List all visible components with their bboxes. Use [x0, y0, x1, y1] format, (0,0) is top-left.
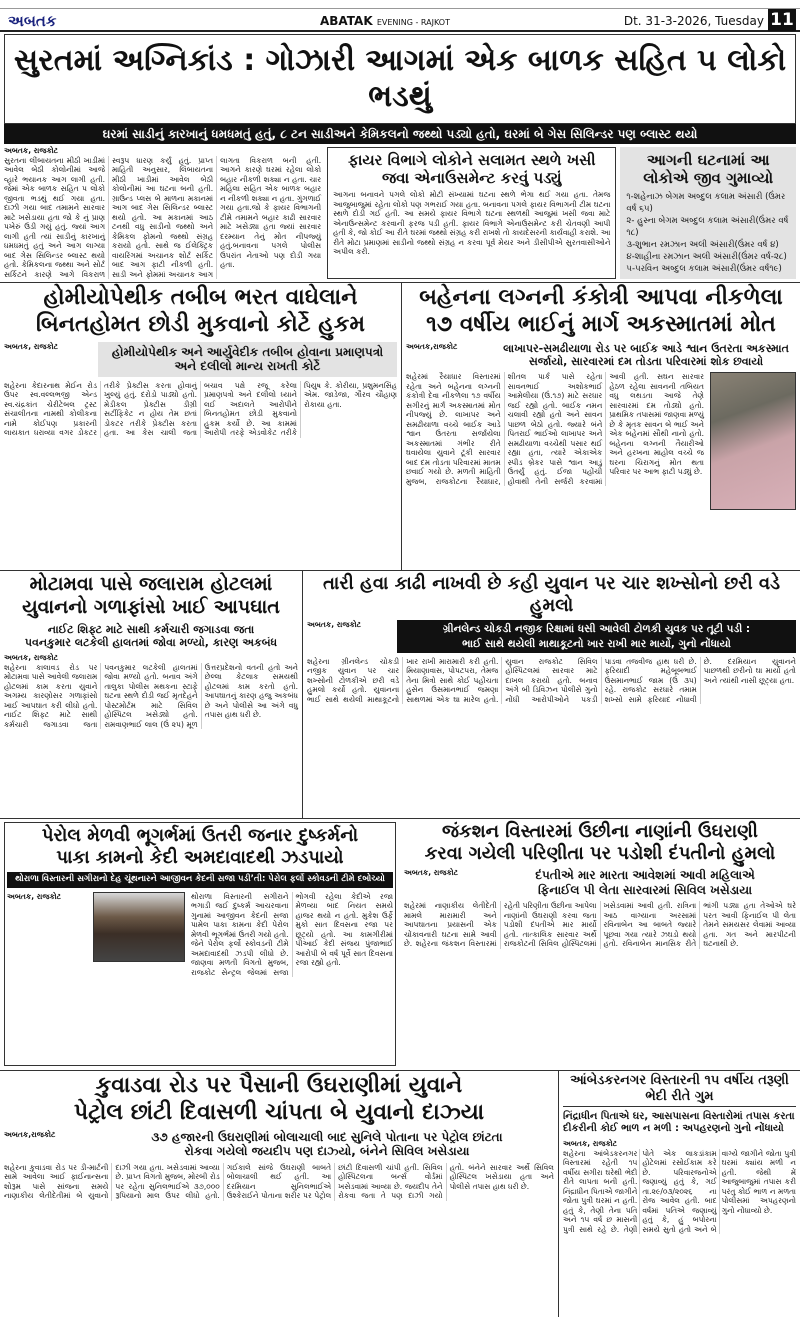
victim-item: ૧-શહેનાઝ બેગમ અબ્દુલ કલામ અંસારી (ઉંમર વર્ષ ૬૫)	[626, 192, 786, 215]
parole-body: થોરાળા વિસ્તારની સગીરાને ભગાડી જઈ દુષ્કર્મ આચરવાના ગુનામાં આજીવન કેદની સજા પામેલ પાકા કામના કેદી પેરોલ મેળવી ભૂગર્ભમાં ઉતરી ગયો હતો. જેને પેરોલ ફર્લો સ્કોવડની ટીમે અમદાવાદથી ઝડપી લીધો છે. જાણવા મળતી વિગતો મુજબ, રાજકોટ સેન્ટ્રલ જેલમાં સજા ભોગવી રહેલા કેદીએ રજા મેળવ્યા બાદ નિયત સમયે હાજર થયો ન હતો. મુકેશ ઉર્ફે મુકો સાત દિવસના રજા પર છૂટ્યો હતો. આ કામગીરીમાં પીઆઈ કેદી સંજય પુંજાભાઈ આરોપી બે વર્ષ પૂર્વે સાત દિવસના રજા રહ્યો હતો.	[191, 891, 393, 977]
subhead-line: દીકરીની કોઈ ભાળ ન મળી : અપહરણનો ગુનો નોંધાયો	[563, 1123, 784, 1135]
subhead-line: રોકવા ગયેલો જયદીપ પણ દાઝ્યો, બંનેને સિવિલ ખસેડાયા	[184, 1144, 470, 1159]
dateline: અબતક,રાજકોટ	[4, 1129, 56, 1139]
petrol-story	[0, 1071, 559, 1317]
accident-intro	[406, 342, 796, 368]
victim-item: ૨- હુસ્ના બેગમ અબ્દુલ કલામ અંસારી(ઉંમર વર્ષ ૧૮)	[626, 216, 789, 239]
junction-subhead	[494, 868, 796, 897]
newspaper-logo: અબતક	[8, 12, 57, 30]
dateline: અબતક, રાજકોટ	[563, 1139, 618, 1149]
accident-content	[406, 372, 796, 510]
headline-line: મોટામવા પાસે જલારામ હોટલમાં	[29, 573, 273, 596]
parole-content	[7, 892, 393, 978]
missing-girl-headline: આંબેડકરનગર વિસ્તારની ૧૫ વર્ષીય તરૂણી ભેદી રીતે ગુમ	[563, 1073, 796, 1107]
dateline: અબતક,રાજકોટ	[406, 341, 458, 351]
headline-line: કુવાડવા રોડ પર પૈસાની ઉઘરાણીમાં યુવાને	[95, 1073, 463, 1099]
accident-body: શહેરમાં રૈયાધાર વિસ્તારમાં રહેતા અને બહેનના લગ્નની કંકોત્રી દેવા નીકળેલા ૧૭ વર્ષીય સગીરનું માર્ગ અકસ્માતમાં મોત નીપજ્યું છે. લાખાપર અને સમઢીયાળા વચ્ચે બાઈક આડે શ્વાન ઉતરતા સર્જાયેલા અકસ્માતમાં ગંભીર રીતે ઘવાયેલા યુવાને ટૂંકી સારવાર બાદ દમ તોડતા પરિવારમાં માતમ છવાઈ ગયો છે. મળતી માહિતી મુજબ, રાજકોટના રૈયાધાર, શીતલ પાર્ક પાસે રહેતા સાવનભાઈ અશોકભાઈ આમેલીયા (ઉં.૧૭) માટે સરધાર જઈ રહ્યો હતો. બાઈક નમન ચલાવી રહ્યો હતો અને સાવન પાછળ બેઠો હતો. જ્યારે બંને પિતરાઈ ભાઈઓ લાખાપર અને સમઢીયાળા વચ્ચેથી પસાર થઈ રહ્યા હતા, ત્યારે એકાએક સ્પીડ બ્રેકર પાસે શ્વાન આડું ઉતર્યું હતું. ઈજા પહોંચી હોવાથી તેની સર્જરી કરવામાં આવી હતી. સઘન સારવાર હેઠળ રહેલા સાવનની તબિયત વધુ લથડતા આજે તેણે સારવારમાં દમ તોડ્યો હતો. પ્રાથમિક તપાસમાં જાણવા મળ્યું છે કે મૃતક સાવન બે ભાઈ અને એક બહેનમાં સૌથી નાનો હતો. બહેનના લગ્નની તૈયારીઓ અને હરખના માહોલ વચ્ચે જ ઘરના ચિરાગનું મોત થતા પરિવાર પર આભ ફાટી પડ્યું છે.	[406, 372, 704, 486]
row-5	[0, 1071, 800, 1317]
petrol-intro	[4, 1130, 554, 1159]
article-text: સુરતના લીંબાયતના મીઠી ખાડીમાં આવેલ બેઠી કોલોનીમાં આજે વ્હારે ભયાનક આગ લાગી હતી. જેમાં એક બાળક સહિત ૫ લોકો જીવતા ભડથું થઈ ગયા હતા. દાઝી ગયા બાદ તમામને સારવાર માટે ખસેડાયા હતા જો કે નું પ્રાણ પખેરું ઉડી ગયું હતું. જ્યાં આગ લાગી હતી ત્યાં સાડીનું કારખાનું ધમધમતું હતું અને આગ લાગ્યા બાદ ગેસ સિલિન્ડર બ્લાસ્ટ થયો હતો. કેમિકલના જથ્થા અને સોર્ટ સર્કિટને કારણે આગે વિકરાળ સ્વરૂપ ધારણ કર્યું હતું. પ્રાપ્ત માહિતી અનુસાર, લિંબાયતના મીઠી ખાડીમાં આવેલ બેઠી કોલોનીમાં આ ઘટના બની હતી. ગ્રાઉન્ડ પ્લસ બે માળના મકાનમાં આગ બાદ ગેસ સિલિન્ડર બ્લાસ્ટ થયો હતો. આ મકાનમાં આઠ ટનથી વધુ સાડીનો જથ્થો અને કેમિકલ ફોમનો જથ્થો સંગ્રહ કરાયો હતો. સાથે જ ઈલેક્ટ્રિક વાયરિંગમાં અચાનક શોર્ટ સર્કિટ બાદ આગ ફાટી નીકળી હતી. સાડી અને ફોમમાં અચાનક આગ લાગતા વિકરાળ બની હતી. આગને કારણે ઘરમાં રહેલા લોકો બહાર નીકળી શક્યા ન હતા. ચાર મહિલા સહિત એક બાળક બહાર ન નીકળી શક્યા ન હતા. ગુંગળાઈ ગયા હતા.જો કે ફાયર વિભાગની ટીમે તમામને બહાર કાઢી સારવાર માટે ખસેડ્યા હતા જ્યાં સારવાર દરમ્યાન તેનું મોત નીપજ્યું હતું.બનાવના પગલે પોલીસ ઉપરાંત નેતાઓ પણ દોડી ગયા હતા.	[4, 155, 322, 279]
subhead-line: નિંદ્રાધીન પિતાએ ઘર, આસપાસના વિસ્તારોમાં તપાસ કરતા	[563, 1111, 795, 1123]
hotel-suicide-body	[4, 653, 298, 729]
victim-item: ૪-શાહીના રમઝાન અલી અંસારી(ઉંમર વર્ષ-૨૮)	[626, 252, 787, 263]
hotel-suicide-headline	[4, 573, 298, 619]
headline-line: હોમીયોપેથીક તબીબ ભરત વાઘેલાને	[43, 285, 358, 311]
fire-sidebar-headline: ફાયર વિભાગે લોકોને સલામત સ્થળે ખસી જવા એનાઉસમેન્ટ કરવું પડ્યું	[347, 151, 596, 188]
knife-attack-headline: તારી હવા કાઢી નાખવી છે કહી યુવાન પર ચાર શખ્સોનો છરી વડે હુમલો	[322, 573, 781, 616]
article-text: શહેરના આંબેડકરનગર વિસ્તારમાં રહેતી ૧૫ વર્ષીય સગીરા ઘરેથી ભેદી રીતે લાપતા બની હતી. નિંદ્રાધીન પિતાએ જાગીને જોતા પુત્રી ઘરમાં ન હતી. હતું કે, તેણી તેના પતિ અને ૧૫ વર્ષ છ માસની પુત્રી સાથે રહે છે. તેણી પોતે એક લાકડાંકામ હોટેલમાં રસોઈકામ કરે છે. પરિવારજનોએ જણાવ્યું હતું કે, ગઈ તા.૨૯/૦૩/૨૦૨૬ ના રોજ આવેલ હતી. બાદ વર્ષમાં પતિએ જણાવ્યું હતું કે, હું બપોરના સમયે સુતો હતો અને બે વાગ્યે જાગીને જોતા પુત્રી ઘરમાં ક્યાંય મળી ન હતી. જેથી મેં આજુબાજુમાં તપાસ કરી પરંતુ કોઈ ભાળ ન મળતા પોલીસમાં અપહરણનો ગુનો નોંધાવ્યો છે.	[563, 1148, 796, 1234]
subhead-line: ફિનાઈલ પી લેતા સારવારમાં સિવિલ ખસેડાયા	[537, 882, 753, 897]
knife-attack-story	[303, 571, 800, 818]
dateline: અબતક, રાજકોટ	[404, 868, 459, 878]
headline-line: બિનતહોમત છોડી મુકવાનો કોર્ટે હુકમ	[36, 311, 365, 337]
accused-photo	[93, 892, 185, 962]
paper-title: ABATAK	[320, 14, 373, 28]
victim-item: ૩-શુભાન રમઝાન અલી અંસારી(ઉંમર વર્ષ ૪)	[626, 240, 779, 251]
lead-story-row	[0, 144, 800, 283]
strap-line: ગ્રીનલેન્ડ ચોકડી નજીક રિક્ષામાં ધસી આવેલી ટોળકી યુવક પર તૂટી પડી :	[442, 623, 751, 636]
article-text: શહેરના કાલાવડ રોડ પર મોટામવા પાસે આવેલી જલારામ હોટલમાં કામ કરતા યુવાને અગમ્ય કારણોસર ગળાફાંસો ખાઈ આપઘાત કરી લીધો હતો. નાઈટ શિફ્ટ માટે સાથી કર્મચારી જગાડવા જતા પવનકુમાર લટકેલી હાલતમાં જોવા મળ્યો હતો. બનાવ અંગે તાલુકા પોલીસ મથકના સ્ટાફે ઘટના સ્થળે દોડી જઈ મૃતદેહને પોસ્ટમોર્ટમ માટે સિવિલ હોસ્પિટલ ખસેડ્યો હતો. રામવાણભાઈ લાલ (ઉં ૨૫) મૂળ ઉત્તરપ્રદેશનો વતની હતો અને છેલ્લા કેટલાક સમયથી હોટલમાં કામ કરતો હતો. આપઘાતનું કારણ હજુ અકબંધ છે અને પોલીસે આ અંગે વધુ તપાસ હાથ ધરી છે.	[4, 662, 298, 729]
homeopathy-intro	[4, 342, 397, 377]
headline-line: બહેનના લગ્નની કંકોત્રી આપવા નીકળેલા	[419, 285, 783, 311]
accident-story	[402, 283, 800, 570]
fire-sidebar	[327, 147, 616, 279]
headline-line: પેટ્રોલ છાંટી દિવાસળી ચાંપતા બે યુવાનો દાઝ્યા	[73, 1099, 485, 1125]
lead-body	[0, 144, 325, 282]
subhead-line: દંપતીએ માર મારતા આવેશમાં આવી મહિલાએ	[535, 868, 755, 883]
page-number: 11	[768, 9, 796, 31]
junction-headline	[404, 821, 796, 864]
dateline: અબતક, રાજકોટ	[7, 891, 62, 901]
dateline: અબતક, રાજકોટ	[4, 146, 59, 156]
junction-story	[400, 819, 800, 1070]
headline-line: કરવા ગયેલી પરિણીતા પર પડોશી દંપતીનો હુમલો	[424, 842, 776, 864]
victim-photo	[710, 372, 796, 510]
knife-attack-body: શહેરના ગ્રીનલેન્ડ ચોકડી નજીક યુવાન પર ચાર શખ્સોની ટોળકીએ છરી વડે હુમલો કર્યો હતો. યુવાનના ભાઈ સાથે થયેલી માથાકૂટનો ખાર રાખી મારામારી કરી હતી. મિયાણાવાસ, પોપટપરા, તેમજ તેના મિત્રો સાથે કોઈ પહોંચતા હુસેન ઉસમાનભાઈ જમણા સાથળમાં એક ઘા મારેલ હતો. યુવાન રાજકોટ સિવિલ હોસ્પિટલમાં સારવાર માટે દાખલ કરાયો હતો. બનાવ અંગે બી ડિવિઝન પોલીસે ગુનો નોંધી આરોપીઓને પકડી પાડવા તજવીજ હાથ ધરી છે. ફરિયાદી મહેબૂબભાઈ ઉસમાનભાઈ જામ (ઉં ૩૫) રહે. રાજકોટ સરધારે તમામ શખ્સો સામે ફરિયાદ નોંધાવી છે. દરમિયાન યુવાનને પાછળથી છરીનો ઘા માર્યો હતો અને ત્યાંથી નાસી છૂટ્યા હતા.	[307, 656, 796, 704]
headline-line: પાકા કામનો કેદી અમદાવાદથી ઝડપાયો	[56, 846, 344, 868]
fire-sidebar-body: આગના બનાવને પગલે લોકો મોટી સંખ્યામાં ઘટના સ્થળે ભેગા થઈ ગયા હતા. તેમજ આજુબાજુમાં રહેતા લોકો પણ ગભરાઈ ગયા હતા. બનાવના પગલે ફાયર વિભાગની ટીમ ઘટના સ્થળે દોડી ગઈ હતી. આ સમયે ફાયર વિભાગે ઘટના સ્થળથી આજુમાં ખસી જવા માટે એનાઉન્સમેન્ટ કરવાની ફરજ પડી હતી. ફાયર વિભાગે એનાઉસમેન્ટ કરી ચેતવણી આપી હતી કે, જો કોઈ આ રીતે ઘરમાં જથ્થો સંગ્રહ કરી રાખશે તો કાયદેસરની કાર્યવાહી કરાશે. આ રીતે મોટા પ્રમાણમાં સાડીનો જથ્થો સંગ્રહ ન કરવા પૂર્વ મેયર અને ડીસીપીએ સુરતવાસીઓને અપીલ કરી.	[333, 190, 611, 257]
parole-strap: થોરાળા વિસ્તારની સગીરાનો દેહ ચૂંથનારને આજીવન કેદની સજા પડી’તી: પેરોલ ફર્લો સ્કોવડની ટીમે દબોચ્યો	[7, 872, 393, 887]
headline-line: યુવાનનો ગળાફાંસો ખાઈ આપઘાત	[22, 595, 280, 618]
victims-list	[626, 191, 790, 275]
petrol-headline	[4, 1073, 554, 1126]
dateline: અબતક, રાજકોટ	[4, 653, 59, 663]
parole-story	[4, 822, 396, 1066]
missing-girl-subhead	[563, 1111, 796, 1135]
masthead	[0, 8, 800, 32]
row-4	[0, 819, 800, 1071]
homeopathy-headline	[4, 285, 397, 338]
hotel-suicide-subhead-2: પવનકુમાર લટકેલી હાલતમાં જોવા મળ્યો, કારણ અકબંધ	[24, 635, 278, 649]
headline-line: ૧૭ વર્ષીય ભાઈનું માર્ગ અકસ્માતમાં મોત	[426, 311, 776, 337]
petrol-subhead	[100, 1130, 554, 1159]
knife-attack-strap	[397, 620, 796, 652]
accident-headline	[406, 285, 796, 338]
dateline: અબતક, રાજકોટ	[307, 620, 362, 630]
row-3	[0, 571, 800, 819]
row-2	[0, 283, 800, 571]
homeopathy-story	[0, 283, 402, 570]
dateline: અબતક, રાજકોટ	[4, 341, 59, 351]
parole-headline	[7, 825, 393, 868]
subhead-line: ૩૭ હજારની ઉઘરાણીમાં બોલાચાલી બાદ સુનિલે પોતાના પર પેટ્રોલ છાંટતા	[151, 1129, 503, 1144]
victims-title: આગની ઘટનામાં આ લોકોએ જીવ ગુમાવ્યો	[643, 151, 774, 188]
issue-date: Dt. 31-3-2026, Tuesday	[623, 14, 764, 28]
edition: EVENING - RAJKOT	[376, 18, 450, 27]
parole-story-wrap	[0, 819, 400, 1070]
junction-intro	[404, 868, 796, 897]
missing-girl-story	[559, 1071, 800, 1317]
hotel-suicide-subhead-1: નાઈટ શિફ્ટ માટે સાથી કર્મચારી જગાડવા જતા	[47, 622, 255, 636]
victims-box	[620, 147, 796, 279]
homeopathy-body: શહેરના કેદારનાથ મેઈન રોડ ઉપર સ્વ.વલ્લભજી એન્ડ સ્વ.ચંદ્રકાંત ચેરીટેબલ ટ્રસ્ટ સંચાલીતના નામથી કોલીકના નામે કોઈપણ પ્રકારની લાયકાત ધરાવ્યા વગર ડોકટર તરીકે પ્રેક્ટીસ કરતા હોવાનું ખુલ્યું હતું. દરોડો પાડ્યો હતો. મેડીકલ પ્રેક્ટીસ ડીગ્રી સર્ટીફિકેટ ન હોય તેમ છતાં ડોકટર તરીકે પ્રેક્ટીસ કરતા હતા. આ કેસ ચાલી જતા બચાવ પક્ષે રજૂ કરેલા પ્રમાણપત્રો અને દલીલો ધ્યાને લઈ અદાલતે આરોપીને બિનતહોમત છોડી મુકવાનો હુકમ કર્યો છે. આ કામમાં આરોપી તરફે એડવોકેટ તરીકે પિયુષ કે. કોરીયા, પ્રશુમનસિંહ એમ. જાડેજા, ગૌરવ ચૌહાણ રોકાયા હતા.	[4, 380, 397, 438]
paper-name	[320, 14, 450, 28]
lead-strap: ઘરમાં સાડીનું કારખાનું ધમધમતું હતું, ૮ ટન સાડીઅને કેમિકલનો જથ્થો પડ્યો હતો, ઘરમાં બે ગેસ સિલિન્ડર પણ બ્લાસ્ટ થયો	[4, 124, 796, 144]
headline-line: પેરોલ મેળવી ભૂગર્ભમાં ઉતરી જનાર દુષ્કર્મનો	[41, 825, 359, 847]
knife-attack-intro	[307, 620, 796, 652]
accident-subhead: લાખાપર-સમઢીયાળા રોડ પર બાઈક આડે શ્વાન ઉતરતા અકસ્માત સર્જાયો, સારવારમાં દમ તોડતા પરિવારમાં શોક છવાયો	[503, 341, 789, 369]
strap-line: ભાઈ સાથે થયેલી માથાકૂટનો ખાર રાખી માર માર્યો, ગુનો નોંધાયો	[462, 637, 731, 650]
victim-item: ૫-પરવિન અબ્દુલ કલામ અંસારી(ઉંમર વર્ષ૧૯)	[626, 264, 782, 275]
hotel-suicide-story	[0, 571, 303, 818]
petrol-body: શહેરના કુવાડવા રોડ પર ડી-માર્ટની સામે આવેલા આઈ ફાઈનાન્સના શોરૂમ પાસે સાંજના સમયે નાણાકીય લેતીદેતીમાં બે યુવાનો દાઝી ગયા હતા. ખસેડવામાં આવ્યા છે. પ્રાપ્ત વિગતો મુજબ, મોરબી રોડ પર રહેતા સુનિલભાઈએ ૩૭,૦૦૦ રૂપિયાનો માલ ઉપર લીધો હતો. ગઈકાલે સાંજે ઉઘરાણી બાબતે બોલાચાલી થઈ હતી. આ દરમિયાન સુનિલભાઈએ ઉશ્કેરાઈને પોતાના શરીર પર પેટ્રોલ છાંટી દિવાસળી ચાંપી હતી. સિવિલ હોસ્પિટલના બર્ન્સ વોર્ડમાં ખસેડવામાં આવ્યા છે. જયદીપ તેને રોકવા જતા તે પણ દાઝી ગયો હતો. બંનેને સારવાર અર્થે સિવિલ હોસ્પિટલ ખસેડાયા હતા અને પોલીસે તપાસ હાથ ધરી છે.	[4, 1162, 554, 1201]
junction-body: શહેરમાં નાણાકીય લેતીદેતી મામલે મારામારી અને આપઘાતના પ્રયાસની એક ચોંકાવનારી ઘટના સામે આવી છે. શહેરના જંકશન વિસ્તારમાં રહેતી પરિણીતા ઉછીના આપેલા નાણાંની ઉઘરાણી કરવા જતા પડોશી દંપતીએ માર માર્યો હતો. તાત્કાલિક સારવાર અર્થે રાજકોટની સિવિલ હોસ્પિટલમાં ખસેડવામાં આવી હતી. રાત્રિના આઠ વાગ્યાના અરસામાં રવિનાબેન આ બાબતે જ્યારે પૂછવા ગયા ત્યારે ઝઘડો થયો હતો. રવિનાબેન માનસિક રીતે ભાંગી પડ્યા હતા તેઓએ ઘરે પરત આવી ફિનાઈલ પી લેતા તેમને સમયસર લેવામાં આવ્યા હતા. ગત અને મારપીટની ઘટનાથી છે.	[404, 901, 796, 949]
headline-line: જંકશન વિસ્તારમાં ઉછીના નાણાંની ઉઘરાણી	[442, 821, 758, 843]
missing-girl-body	[563, 1139, 796, 1234]
lead-headline: સુરતમાં અગ્નિકાંડ : ગોઝારી આગમાં એક બાળક સહિત ૫ લોકો ભડથું	[4, 34, 796, 124]
homeopathy-subhead: હોમીયોપેથીક અને આર્યુવેદીક તબીબ હોવાના પ્રમાણપત્રો અને દલીલો માન્ય રાખતી કોર્ટે	[98, 342, 397, 377]
